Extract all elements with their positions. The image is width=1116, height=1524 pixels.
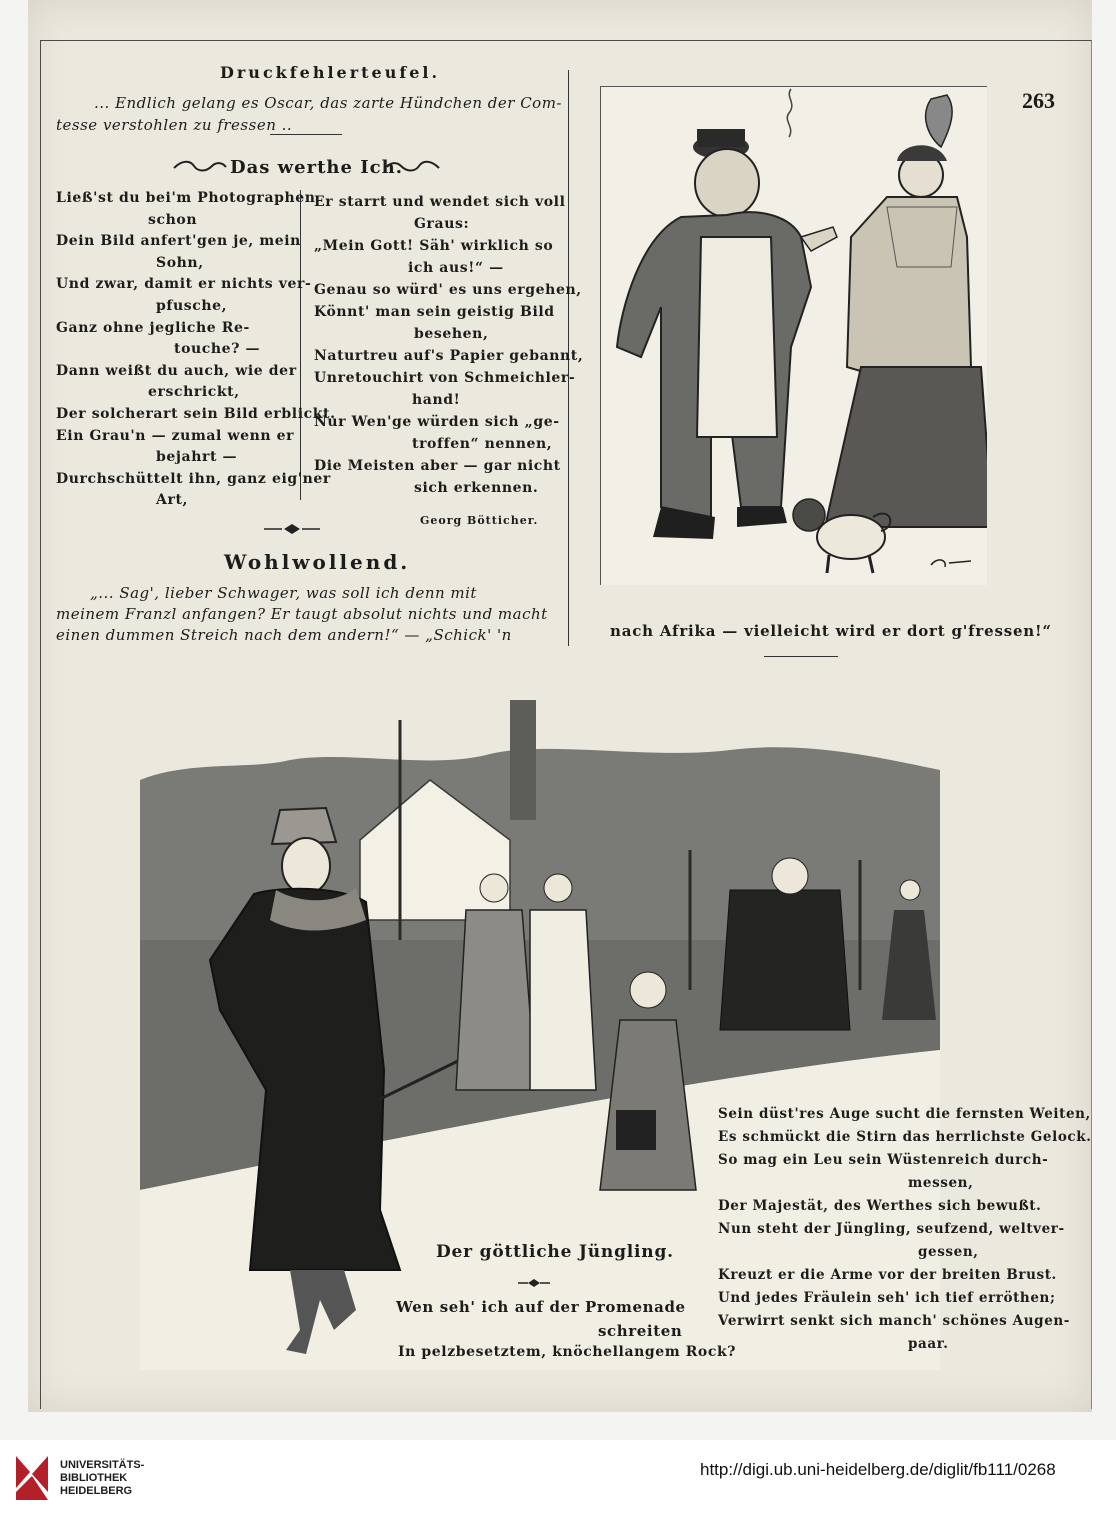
- juengling-right-line: gessen,: [918, 1244, 979, 1260]
- logo-line-1: UNIVERSITÄTS-: [60, 1459, 145, 1471]
- wohlwollend-line: meinem Franzl anfangen? Er taugt absolut nichts und macht: [56, 605, 548, 623]
- poem-right-line: hand!: [412, 392, 461, 408]
- poem-right-line: Graus:: [414, 216, 470, 232]
- poem-right-line: Genau so würd' es uns ergehen,: [314, 282, 582, 298]
- caption-rule: [764, 656, 838, 657]
- poem-left-line: Dann weißt du auch, wie der: [56, 362, 297, 379]
- ornament-left-icon: [172, 158, 228, 176]
- juengling-ornament-icon: [516, 1278, 552, 1288]
- juengling-right-line: Der Majestät, des Werthes sich bewußt.: [718, 1198, 1042, 1214]
- poem-left-line: Ließ'st du bei'm Photographen: [56, 190, 316, 206]
- poem-right-line: Er starrt und wendet sich voll: [314, 194, 566, 210]
- poem-left-line: pfusche,: [156, 298, 228, 314]
- poem-left-line: bejahrt —: [156, 449, 238, 466]
- wohlwollend-title: Wohlwollend.: [224, 550, 411, 574]
- poem-left-line: schon: [148, 211, 198, 228]
- juengling-left-line-3: In pelzbesetztem, knöchellangem Rock?: [398, 1344, 737, 1360]
- juengling-right-line: Verwirrt senkt sich manch' schönes Augen-: [718, 1313, 1071, 1329]
- juengling-right-line: messen,: [908, 1175, 974, 1191]
- footer-bar: [0, 1440, 1116, 1524]
- druckfehler-title: Druckfehlerteufel.: [220, 63, 441, 82]
- poem-right-line: troffen“ nennen,: [412, 436, 553, 452]
- juengling-left-line-2: schreiten: [598, 1322, 683, 1340]
- ornament-divider-icon: [262, 522, 322, 536]
- cartoon1-caption: nach Afrika — vielleicht wird er dort g'fressen!“: [610, 622, 1052, 640]
- poem-right-line: sich erkennen.: [414, 480, 539, 496]
- poem-right-line: Die Meisten aber — gar nicht: [314, 458, 561, 474]
- poem-right-line: Könnt' man sein geistig Bild: [314, 304, 555, 320]
- druckfehler-line-2: tesse verstohlen zu fressen ..: [56, 116, 293, 134]
- poem-left-line: Ein Grau'n — zumal wenn er: [56, 427, 295, 444]
- juengling-right-line: Es schmückt die Stirn das herrlichste Gelock.: [718, 1129, 1092, 1145]
- logo-line-2: BIBLIOTHEK: [60, 1472, 128, 1484]
- poem-left-line: Der solcherart sein Bild erblickt.: [56, 406, 336, 422]
- page-number: 263: [1022, 88, 1055, 113]
- wohlwollend-line: einen dummen Streich nach dem andern!“ — „Schick' 'n: [56, 626, 512, 644]
- section-rule: [270, 134, 342, 135]
- juengling-right-line: Kreuzt er die Arme vor der breiten Brust.: [718, 1267, 1057, 1283]
- juengling-title: Der göttliche Jüngling.: [436, 1242, 674, 1262]
- juengling-right-line: So mag ein Leu sein Wüstenreich durch-: [718, 1152, 1049, 1168]
- juengling-left-line-1: Wen seh' ich auf der Promenade: [396, 1298, 686, 1316]
- logo-line-3: HEIDELBERG: [60, 1485, 133, 1497]
- juengling-right-line: Und jedes Fräulein seh' ich tief erröthen;: [718, 1290, 1056, 1306]
- poem-left-line: Und zwar, damit er nichts ver-: [56, 276, 312, 293]
- poem-right-line: Nur Wen'ge würden sich „ge-: [314, 414, 560, 430]
- poem-left-line: Durchschüttelt ihn, ganz eig'ner: [56, 470, 331, 487]
- source-url-link[interactable]: http://digi.ub.uni-heidelberg.de/diglit/fb111/0268: [700, 1460, 1056, 1479]
- druckfehler-line-1: ... Endlich gelang es Oscar, das zarte Hündchen der Com-: [94, 94, 562, 112]
- poem-left-line: Sohn,: [156, 254, 204, 271]
- juengling-right-line: Sein düst'res Auge sucht die fernsten Weiten,: [718, 1106, 1091, 1122]
- juengling-right-line: Nun steht der Jüngling, seufzend, weltver-: [718, 1221, 1065, 1237]
- poem-left-line: Ganz ohne jegliche Re-: [56, 319, 250, 336]
- cartoon-butcher-illustration: [600, 86, 987, 585]
- poem-left-line: touche? —: [174, 341, 261, 358]
- poem-left-line: Dein Bild anfert'gen je, mein: [56, 233, 301, 250]
- poem-right-line: Naturtreu auf's Papier gebannt,: [314, 348, 584, 364]
- poem-right-line: Unretouchirt von Schmeichler-: [314, 370, 576, 386]
- ornament-right-icon: [385, 158, 441, 176]
- poem-title: Das werthe Ich.: [230, 157, 403, 178]
- juengling-right-line: paar.: [908, 1336, 949, 1352]
- poem-right-line: ich aus!“ —: [408, 260, 504, 276]
- poem-left-line: Art,: [156, 492, 188, 509]
- wohlwollend-line: „... Sag', lieber Schwager, was soll ich denn mit: [90, 584, 477, 602]
- library-logo-text: [60, 1459, 144, 1498]
- poem-author: Georg Bötticher.: [420, 514, 539, 527]
- poem-right-line: „Mein Gott! Säh' wirklich so: [314, 238, 554, 254]
- poem-right-line: besehen,: [414, 326, 489, 342]
- library-logo-icon: [12, 1452, 52, 1504]
- poem-left-line: erschrickt,: [148, 384, 240, 401]
